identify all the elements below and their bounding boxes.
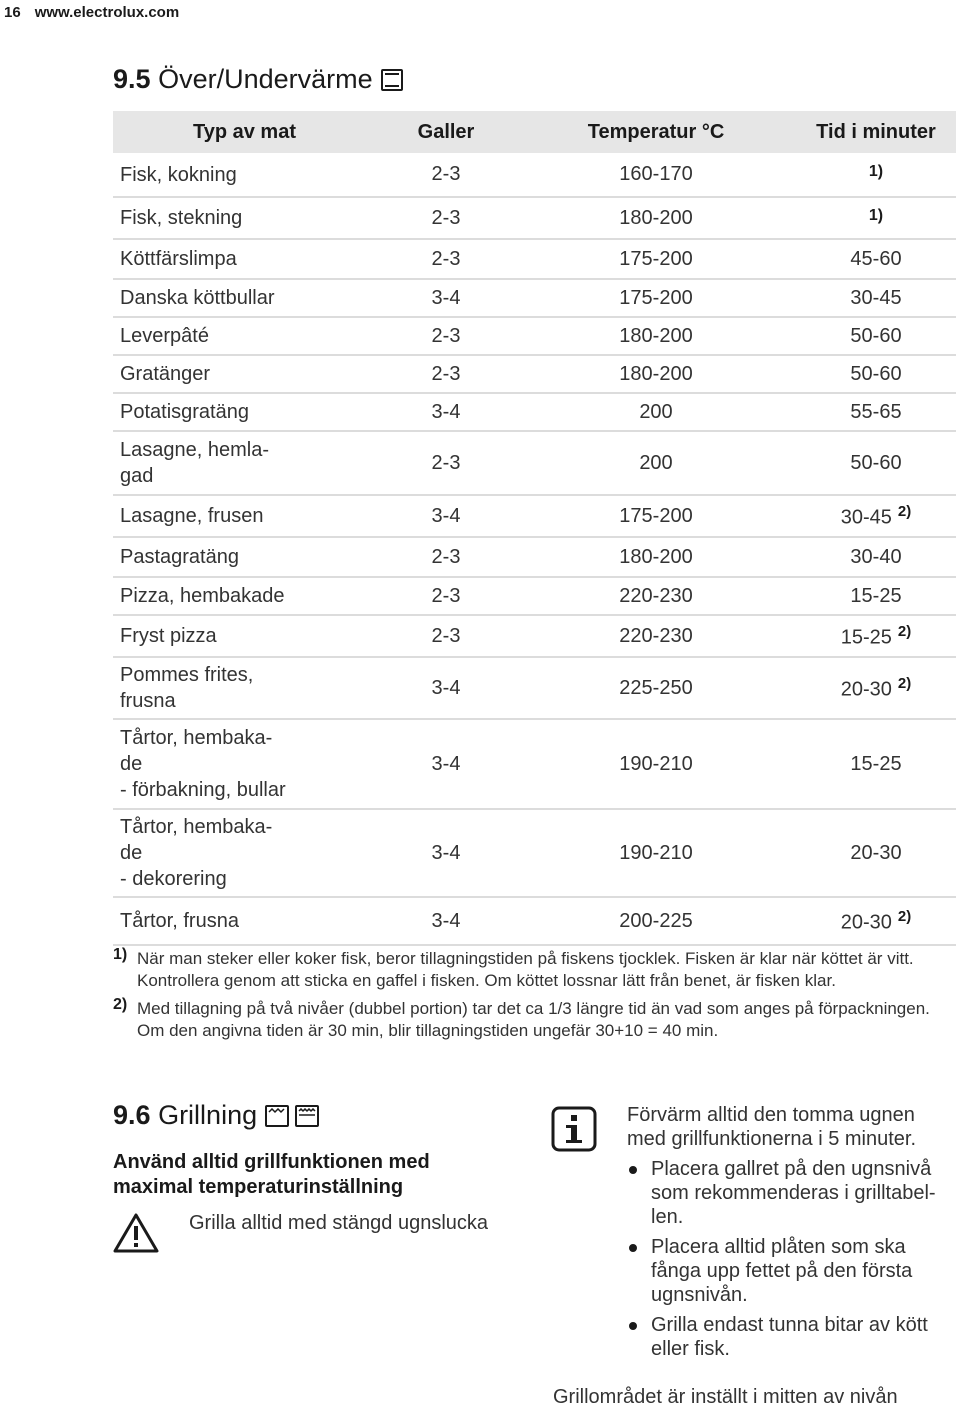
cell-temp: 200-225 [516,897,796,945]
time-value: 15-25 [850,752,902,775]
cell-time [796,239,956,279]
table-header-row [113,111,956,153]
cell-food [113,393,376,431]
grill-bullet-list [627,1157,952,1361]
grill-section-title-text: Grillning [158,1100,258,1130]
time-value: 50-60 [850,324,902,347]
cell-food [113,495,376,537]
food-line: de [120,842,143,864]
top-bottom-heat-icon [381,69,403,91]
cell-rack: 2-3 [376,239,516,279]
time-value: 45-60 [850,247,902,270]
cell-time [796,577,956,615]
time-value: 20-30 [850,841,902,864]
food-line: Köttfärslimpa [120,248,237,270]
food-line: Potatisgratäng [120,401,249,423]
cell-temp: 175-200 [516,279,796,317]
footnote-mark: 1) [113,946,128,963]
warning-note [113,1212,488,1254]
food-line: Pommes frites, [120,664,254,686]
table-row [113,317,956,355]
col-header-temp: Temperatur °C [516,111,796,153]
cell-rack: 2-3 [376,355,516,393]
section-title-text: Över/Undervärme [158,64,373,94]
table-row [113,809,956,897]
cell-time [796,153,956,197]
cell-rack: 3-4 [376,897,516,945]
footnote-ref: 1) [868,206,884,224]
cell-food [113,153,376,197]
cell-rack: 3-4 [376,809,516,897]
footnote-ref: 1) [868,163,884,180]
food-line: - förbakning, bullar [120,779,286,801]
cell-food [113,657,376,719]
footnote-text: Med tillagning på två nivåer (dubbel portion) tar det ca 1/3 längre tid än vad som anges på förpackningen. Om den angivna tiden är 30 min, blir tillagningstiden ungefär 30+10 = 40 min. [137,999,930,1040]
cell-temp: 180-200 [516,537,796,577]
time-value: 30-45 [850,286,902,309]
food-line: Tårtor, hembaka- [120,727,273,749]
cell-time [796,431,956,495]
cell-temp: 200 [516,431,796,495]
cell-rack: 3-4 [376,719,516,809]
food-line: Leverpâté [120,325,209,347]
cell-food [113,809,376,897]
time-value: 15-25 [850,584,902,607]
food-line: de [120,753,143,775]
info-icon [551,1106,597,1152]
time-value: 55-65 [850,400,902,423]
list-item: Placera gallret på den ugnsnivå som rekommenderas i grilltabel-len. [627,1157,952,1229]
table-row [113,615,956,657]
footnote-ref: 2) [897,622,912,640]
cell-food [113,279,376,317]
food-line: Fisk, kokning [120,163,237,186]
website-url[interactable]: www.electrolux.com [34,3,180,21]
footnote-ref: 2) [897,502,912,520]
table-row [113,355,956,393]
cell-rack: 2-3 [376,153,516,197]
cell-temp: 180-200 [516,317,796,355]
cooking-table [113,111,956,946]
cell-time [796,537,956,577]
time-value: 15-25 [840,626,892,649]
cell-food [113,615,376,657]
grill-icon [265,1105,289,1127]
cell-rack: 3-4 [376,495,516,537]
table-row [113,431,956,495]
grill-subheading: Använd alltid grillfunktionen med maximal temperaturinställning [113,1151,430,1198]
footnote-ref: 2) [897,907,912,925]
food-line: Lasagne, frusen [120,505,264,527]
cell-temp: 180-200 [516,355,796,393]
cell-temp: 175-200 [516,495,796,537]
cell-food [113,719,376,809]
food-line: Lasagne, hemla- [120,439,269,461]
cell-time [796,317,956,355]
food-line: Fryst pizza [120,625,217,647]
cell-temp: 175-200 [516,239,796,279]
cell-time [796,279,956,317]
table-row [113,495,956,537]
table-row [113,279,956,317]
list-item: Grilla endast tunna bitar av kött eller fisk. [627,1313,952,1361]
col-header-rack: Galler [376,111,516,153]
grill-area-text: Grillområdet är inställt i mitten av nivån [553,1386,898,1408]
cell-temp: 190-210 [516,719,796,809]
warning-icon [113,1212,159,1254]
time-value: 50-60 [850,362,902,385]
cell-time [796,197,956,239]
footnote-1 [113,948,953,992]
cell-temp: 200 [516,393,796,431]
food-line: gad [120,465,154,487]
grill-section-number: 9.6 [113,1100,151,1130]
cell-rack: 3-4 [376,657,516,719]
cell-time [796,719,956,809]
time-value: 20-30 [840,678,892,701]
page-header [4,0,179,24]
table-row [113,657,956,719]
page-number: 16 [4,3,21,21]
table-row [113,897,956,945]
cell-time [796,657,956,719]
col-header-time: Tid i minuter [796,111,956,153]
cell-time [796,355,956,393]
food-line: Tårtor, hembaka- [120,816,273,838]
cell-rack: 3-4 [376,279,516,317]
grill-section-title [113,1100,319,1131]
cell-rack: 3-4 [376,393,516,431]
table-row [113,153,956,197]
table-row [113,719,956,809]
cell-food [113,897,376,945]
cell-rack: 2-3 [376,577,516,615]
cell-temp: 190-210 [516,809,796,897]
cell-temp: 220-230 [516,615,796,657]
food-line: - dekorering [120,868,227,890]
footnote-mark: 2) [113,996,128,1013]
cell-food [113,431,376,495]
cell-time [796,809,956,897]
table-row [113,197,956,239]
cell-temp: 160-170 [516,153,796,197]
cell-time [796,495,956,537]
cell-temp: 220-230 [516,577,796,615]
time-value: 50-60 [850,451,902,474]
cell-rack: 2-3 [376,431,516,495]
cell-time [796,615,956,657]
footnotes [113,948,953,1048]
section-title [113,64,403,95]
cell-rack: 2-3 [376,537,516,577]
cell-temp: 180-200 [516,197,796,239]
section-number: 9.5 [113,64,151,94]
food-line: Pizza, hembakade [120,585,285,607]
col-header-food: Typ av mat [113,111,376,153]
cell-food [113,317,376,355]
time-value: 30-40 [850,545,902,568]
cell-food [113,355,376,393]
cell-food [113,197,376,239]
footnote-text: När man steker eller koker fisk, beror tillagningstiden på fiskens tjocklek. Fisken är klar när köttet är vitt. Kontrollera genom att sticka en gaffel i fisken. Om köttet lossnar lätt från benet, är fisken klar. [137,949,914,990]
fast-grill-icon [295,1105,319,1127]
cell-rack: 2-3 [376,197,516,239]
food-line: Pastagratäng [120,546,239,568]
footnote-ref: 2) [897,674,912,692]
table-row [113,393,956,431]
time-value: 20-30 [840,911,892,934]
cell-temp: 225-250 [516,657,796,719]
cell-rack: 2-3 [376,317,516,355]
cell-time [796,897,956,945]
time-value: 30-45 [840,506,892,529]
table-row [113,239,956,279]
cell-rack: 2-3 [376,615,516,657]
food-line: Tårtor, frusna [120,910,239,932]
food-line: Danska köttbullar [120,287,275,309]
table-row [113,537,956,577]
warning-text: Grilla alltid med stängd ugnslucka [189,1212,489,1234]
food-line: Gratänger [120,363,211,385]
list-item: Placera alltid plåten som ska fånga upp fettet på den första ugnsnivån. [627,1235,952,1307]
food-line: frusna [120,690,176,712]
cell-time [796,393,956,431]
cell-food [113,239,376,279]
footnote-2 [113,998,953,1042]
food-line: Fisk, stekning [120,207,243,229]
cell-food [113,537,376,577]
table-row [113,577,956,615]
grill-info-column [627,1103,952,1367]
cell-food [113,577,376,615]
info-text: Förvärm alltid den tomma ugnen med grillfunktionerna i 5 minuter. [627,1104,917,1150]
